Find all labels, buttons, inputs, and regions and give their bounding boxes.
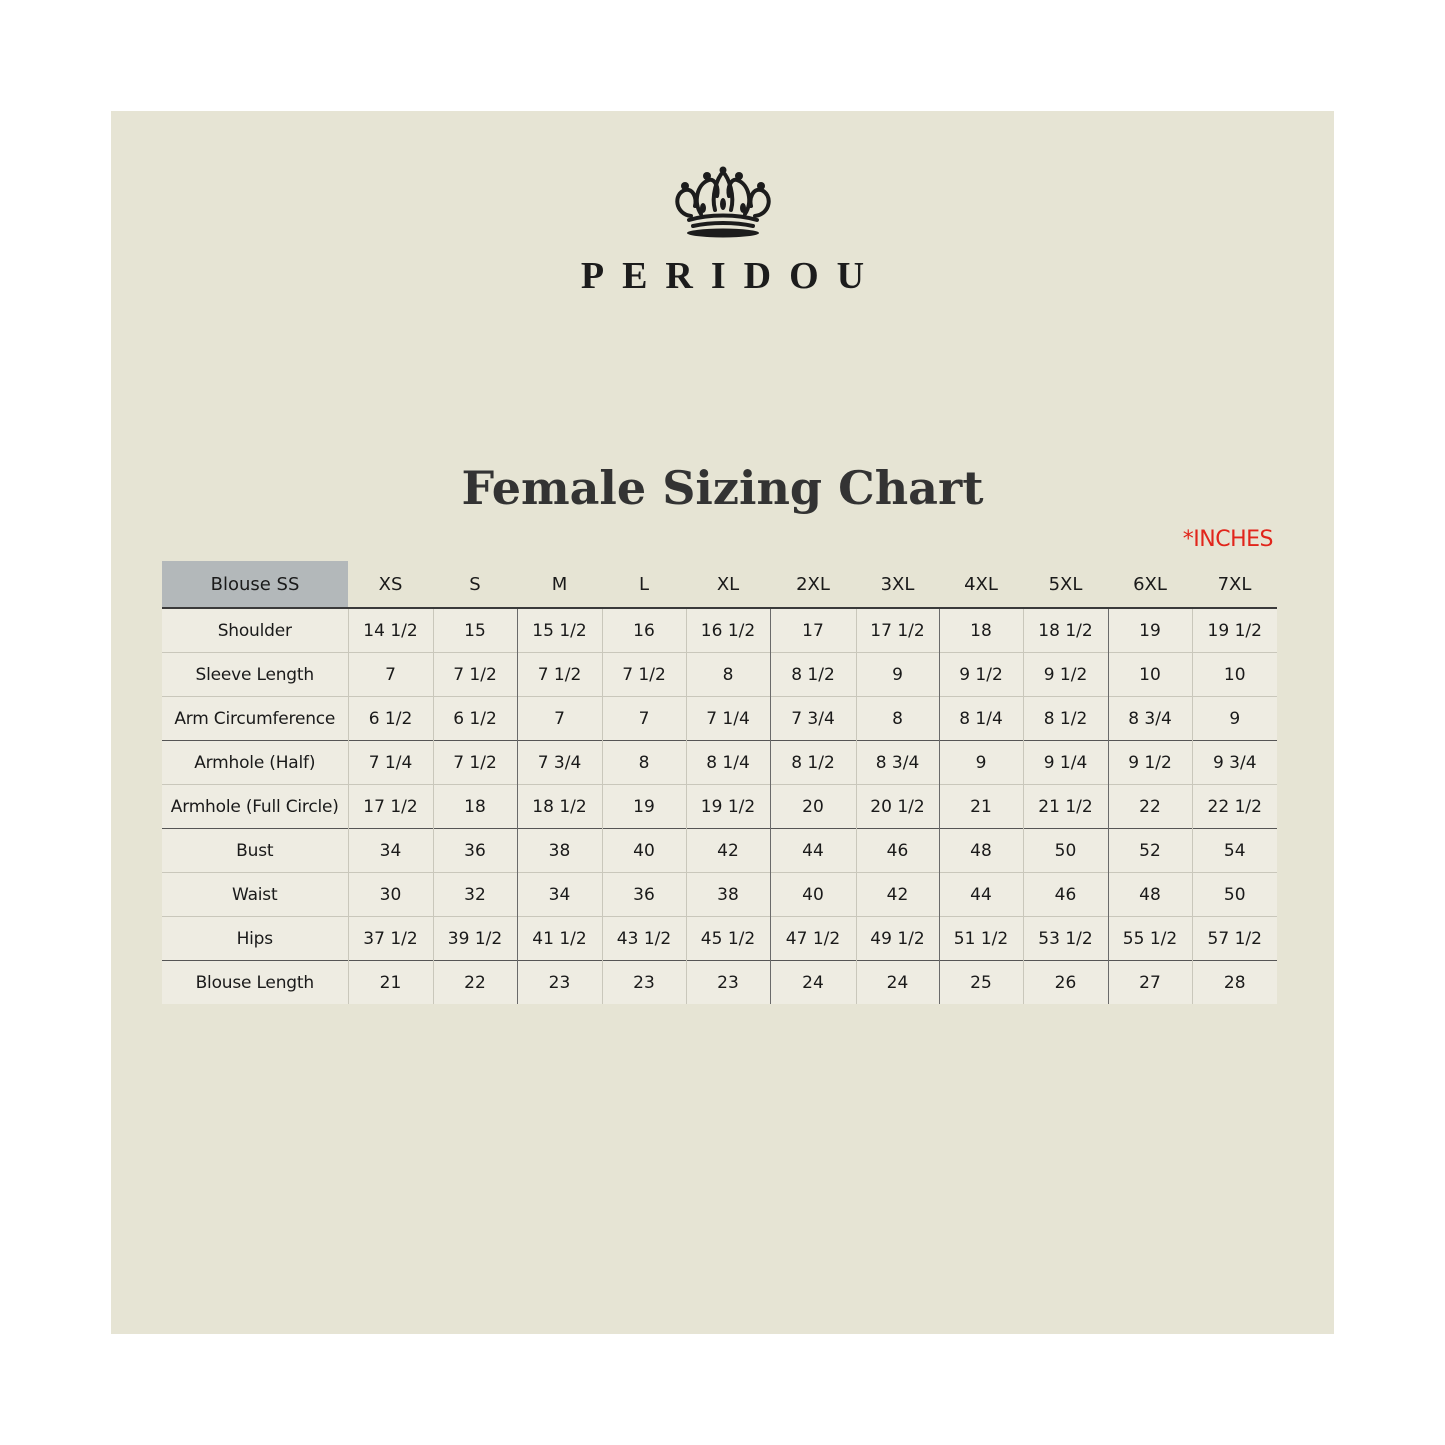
page-title: Female Sizing Chart <box>461 461 984 515</box>
measurement-cell: 22 <box>1108 785 1192 829</box>
measurement-cell: 9 1/4 <box>1023 741 1108 785</box>
row-label: Bust <box>162 829 348 873</box>
measurement-cell: 52 <box>1108 829 1192 873</box>
row-label: Sleeve Length <box>162 653 348 697</box>
measurement-cell: 7 1/4 <box>686 697 770 741</box>
row-label: Hips <box>162 917 348 961</box>
table-row <box>162 741 1277 785</box>
sizing-chart-panel <box>111 111 1334 1334</box>
measurement-cell: 45 1/2 <box>686 917 770 961</box>
measurement-cell: 20 <box>770 785 856 829</box>
header-corner-label: Blouse SS <box>162 561 348 608</box>
measurement-cell: 57 1/2 <box>1192 917 1277 961</box>
size-header: 5XL <box>1023 561 1108 608</box>
table-header-row <box>162 561 1277 608</box>
measurement-cell: 23 <box>686 961 770 1005</box>
measurement-cell: 40 <box>770 873 856 917</box>
measurement-cell: 19 1/2 <box>1192 608 1277 653</box>
measurement-cell: 8 <box>602 741 686 785</box>
measurement-cell: 46 <box>856 829 939 873</box>
table-row <box>162 917 1277 961</box>
measurement-cell: 17 <box>770 608 856 653</box>
size-header: L <box>602 561 686 608</box>
measurement-cell: 16 1/2 <box>686 608 770 653</box>
measurement-cell: 48 <box>1108 873 1192 917</box>
measurement-cell: 24 <box>770 961 856 1005</box>
measurement-cell: 22 1/2 <box>1192 785 1277 829</box>
measurement-cell: 15 1/2 <box>517 608 602 653</box>
measurement-cell: 7 <box>517 697 602 741</box>
measurement-cell: 8 1/4 <box>686 741 770 785</box>
measurement-cell: 7 3/4 <box>770 697 856 741</box>
measurement-cell: 9 <box>1192 697 1277 741</box>
measurement-cell: 8 3/4 <box>856 741 939 785</box>
brand-logo <box>111 166 1334 298</box>
measurement-cell: 42 <box>856 873 939 917</box>
table-row <box>162 873 1277 917</box>
measurement-cell: 36 <box>433 829 517 873</box>
measurement-cell: 21 <box>348 961 433 1005</box>
measurement-cell: 10 <box>1108 653 1192 697</box>
measurement-cell: 6 1/2 <box>348 697 433 741</box>
measurement-cell: 8 3/4 <box>1108 697 1192 741</box>
measurement-cell: 27 <box>1108 961 1192 1005</box>
measurement-cell: 22 <box>433 961 517 1005</box>
measurement-cell: 7 1/2 <box>517 653 602 697</box>
measurement-cell: 21 <box>939 785 1023 829</box>
table-row <box>162 961 1277 1005</box>
row-label: Armhole (Full Circle) <box>162 785 348 829</box>
measurement-cell: 32 <box>433 873 517 917</box>
size-header: 3XL <box>856 561 939 608</box>
measurement-cell: 7 1/2 <box>433 741 517 785</box>
measurement-cell: 9 <box>856 653 939 697</box>
measurement-cell: 26 <box>1023 961 1108 1005</box>
table-row <box>162 785 1277 829</box>
measurement-cell: 30 <box>348 873 433 917</box>
measurement-cell: 23 <box>517 961 602 1005</box>
row-label: Arm Circumference <box>162 697 348 741</box>
measurement-cell: 28 <box>1192 961 1277 1005</box>
measurement-cell: 18 <box>939 608 1023 653</box>
measurement-cell: 34 <box>348 829 433 873</box>
measurement-cell: 39 1/2 <box>433 917 517 961</box>
measurement-cell: 10 <box>1192 653 1277 697</box>
measurement-cell: 40 <box>602 829 686 873</box>
measurement-cell: 15 <box>433 608 517 653</box>
brand-name: PERIDOU <box>580 255 883 297</box>
size-header: S <box>433 561 517 608</box>
measurement-cell: 20 1/2 <box>856 785 939 829</box>
measurement-cell: 19 1/2 <box>686 785 770 829</box>
measurement-cell: 50 <box>1023 829 1108 873</box>
measurement-cell: 6 1/2 <box>433 697 517 741</box>
size-header: 6XL <box>1108 561 1192 608</box>
measurement-cell: 8 1/2 <box>770 653 856 697</box>
measurement-cell: 7 1/4 <box>348 741 433 785</box>
measurement-cell: 25 <box>939 961 1023 1005</box>
measurement-cell: 23 <box>602 961 686 1005</box>
measurement-cell: 44 <box>770 829 856 873</box>
measurement-cell: 41 1/2 <box>517 917 602 961</box>
row-label: Shoulder <box>162 608 348 653</box>
table-row <box>162 653 1277 697</box>
size-header: M <box>517 561 602 608</box>
measurement-cell: 9 1/2 <box>939 653 1023 697</box>
measurement-cell: 47 1/2 <box>770 917 856 961</box>
measurement-cell: 9 <box>939 741 1023 785</box>
measurement-cell: 34 <box>517 873 602 917</box>
measurement-cell: 50 <box>1192 873 1277 917</box>
measurement-cell: 55 1/2 <box>1108 917 1192 961</box>
measurement-cell: 42 <box>686 829 770 873</box>
measurement-cell: 48 <box>939 829 1023 873</box>
measurement-cell: 43 1/2 <box>602 917 686 961</box>
measurement-cell: 46 <box>1023 873 1108 917</box>
measurement-cell: 7 1/2 <box>433 653 517 697</box>
measurement-cell: 9 1/2 <box>1108 741 1192 785</box>
measurement-cell: 8 <box>856 697 939 741</box>
measurement-cell: 8 1/2 <box>1023 697 1108 741</box>
table-row <box>162 697 1277 741</box>
sizing-table <box>162 561 1277 1004</box>
measurement-cell: 7 <box>348 653 433 697</box>
row-label: Blouse Length <box>162 961 348 1005</box>
measurement-cell: 38 <box>517 829 602 873</box>
unit-note: *INCHES <box>1182 527 1273 552</box>
measurement-cell: 51 1/2 <box>939 917 1023 961</box>
measurement-cell: 17 1/2 <box>856 608 939 653</box>
measurement-cell: 18 <box>433 785 517 829</box>
measurement-cell: 44 <box>939 873 1023 917</box>
measurement-cell: 19 <box>1108 608 1192 653</box>
measurement-cell: 7 <box>602 697 686 741</box>
size-header: 7XL <box>1192 561 1277 608</box>
table-row <box>162 829 1277 873</box>
measurement-cell: 53 1/2 <box>1023 917 1108 961</box>
measurement-cell: 17 1/2 <box>348 785 433 829</box>
size-header: XS <box>348 561 433 608</box>
measurement-cell: 21 1/2 <box>1023 785 1108 829</box>
measurement-cell: 7 1/2 <box>602 653 686 697</box>
measurement-cell: 7 3/4 <box>517 741 602 785</box>
measurement-cell: 8 1/4 <box>939 697 1023 741</box>
measurement-cell: 38 <box>686 873 770 917</box>
measurement-cell: 8 <box>686 653 770 697</box>
row-label: Waist <box>162 873 348 917</box>
size-header: 2XL <box>770 561 856 608</box>
row-label: Armhole (Half) <box>162 741 348 785</box>
measurement-cell: 54 <box>1192 829 1277 873</box>
measurement-cell: 19 <box>602 785 686 829</box>
table-row <box>162 608 1277 653</box>
measurement-cell: 18 1/2 <box>1023 608 1108 653</box>
measurement-cell: 9 3/4 <box>1192 741 1277 785</box>
measurement-cell: 8 1/2 <box>770 741 856 785</box>
measurement-cell: 16 <box>602 608 686 653</box>
size-header: 4XL <box>939 561 1023 608</box>
measurement-cell: 14 1/2 <box>348 608 433 653</box>
measurement-cell: 18 1/2 <box>517 785 602 829</box>
measurement-cell: 37 1/2 <box>348 917 433 961</box>
measurement-cell: 9 1/2 <box>1023 653 1108 697</box>
measurement-cell: 49 1/2 <box>856 917 939 961</box>
crown-icon <box>671 166 775 240</box>
measurement-cell: 36 <box>602 873 686 917</box>
measurement-cell: 24 <box>856 961 939 1005</box>
size-header: XL <box>686 561 770 608</box>
